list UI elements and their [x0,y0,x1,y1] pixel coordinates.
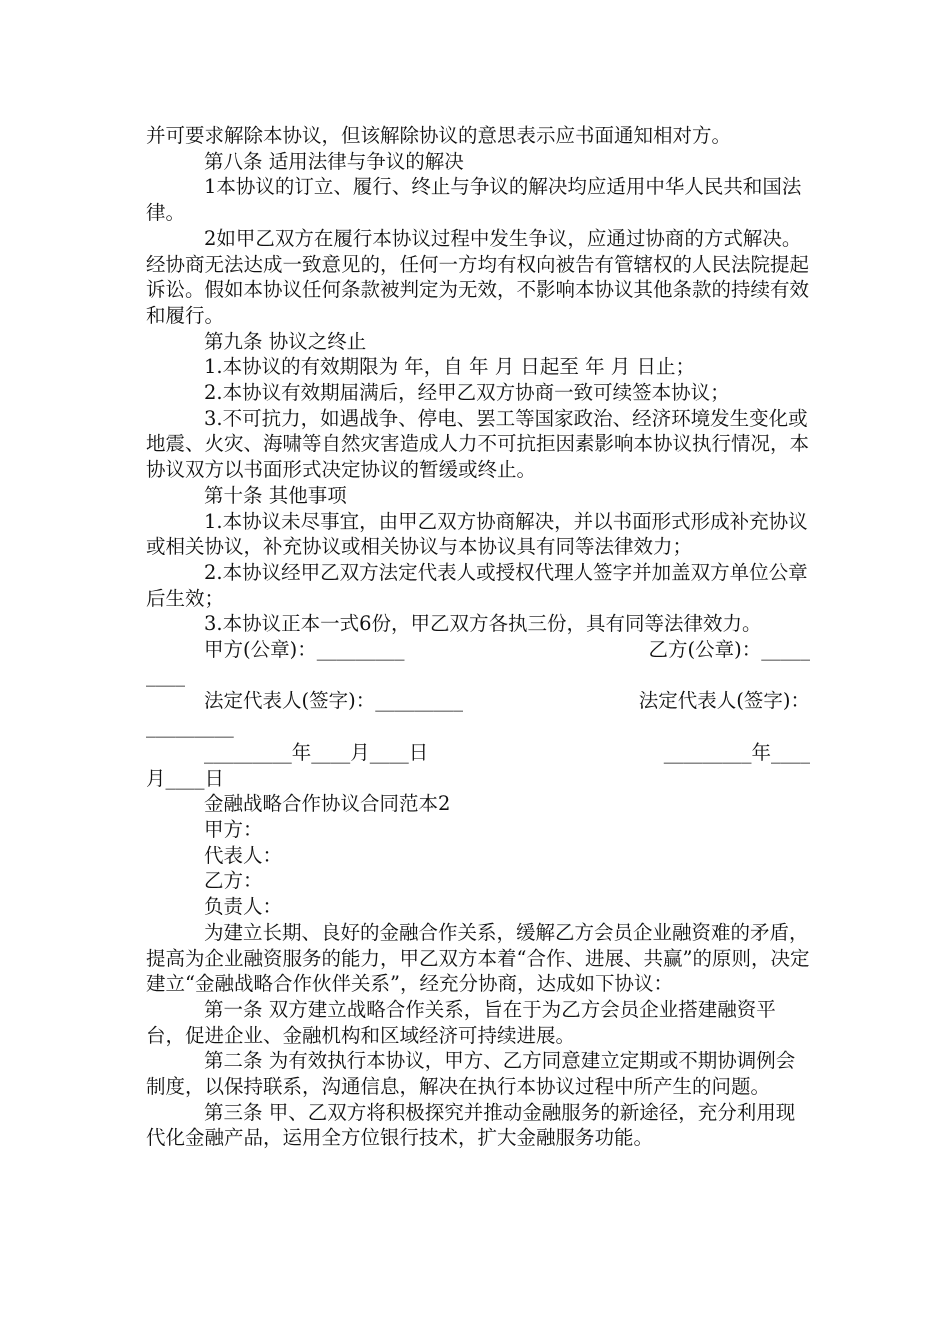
party-b-representative-blank-cont: _________ [146,715,234,739]
body-part1-paragraph: 2.本协议有效期届满后，经甲乙双方协商一致可续签本协议； [204,381,730,405]
body-part1-paragraph: 并可要求解除本协议，但该解除协议的意思表示应书面通知相对方。 [146,124,732,147]
body-part2-paragraph: 第二条 为有效执行本协议，甲方、乙方同意建立定期或不期协调例会制度，以保持联系，沟通信息，解决在执行本协议过程中所产生的问题。 [146,1049,796,1099]
body-part2-paragraph: 代表人： [204,843,283,867]
body-part2-paragraph: 甲方： [204,817,263,841]
document-page [146,123,810,1151]
party-b-seal-label: 乙方(公章)：_____ [648,638,810,662]
party-b-representative-label: 法定代表人(签字)： [638,689,810,713]
party-b-date: _________年____ [663,740,810,764]
party-b-seal-blank-cont: ____ [146,663,185,687]
body-part1-paragraph: 第十条 其他事项 [204,483,347,507]
body-part1-paragraph: 1本协议的订立、履行、终止与争议的解决均应适用中华人民共和国法律。 [146,175,802,225]
body-part1-paragraph: 3.本协议正本一式6份，甲乙双方各执三份，具有同等法律效力。 [204,612,762,636]
body-part1-paragraph: 第九条 协议之终止 [204,329,367,353]
body-part1-paragraph: 1.本协议未尽事宜，由甲乙双方协商解决，并以书面形式形成补充协议或相关协议，补充协议或相关协议与本协议具有同等法律效力； [146,509,808,559]
body-part2-paragraph: 负责人： [204,895,283,919]
body-part1-paragraph: 2.本协议经甲乙双方法定代表人或授权代理人签字并加盖双方单位公章后生效； [146,560,808,610]
body-part2-paragraph: 为建立长期、良好的金融合作关系，缓解乙方会员企业融资难的矛盾，提高为企业融资服务的能力，甲乙双方本着“合作、进展、共赢”的原则，决定建立“金融战略合作伙伴关系”，经充分协商，达成如下协议： [146,920,810,996]
body-part1-paragraph: 第八条 适用法律与争议的解决 [204,149,464,173]
signature-row-seal [146,637,810,663]
signature-block [146,637,810,791]
body-part1-paragraph: 3.不可抗力，如遇战争、停电、罢工等国家政治、经济环境发生变化或地震、火灾、海啸等自然灾害造成人力不可抗拒因素影响本协议执行情况，本协议双方以书面形式决定协议的暂缓或终止。 [146,406,810,482]
body-part2-paragraph: 乙方： [204,869,263,893]
party-a-date: _________年____月____日 [204,740,429,764]
party-b-date-cont: 月____日 [146,766,225,790]
body-part2-paragraph: 金融战略合作协议合同范本2 [204,792,451,816]
body-part1-paragraph: 1.本协议的有效期限为 年，自 年 月 日起至 年 月 日止； [204,355,695,379]
body-part2-paragraph: 第一条 双方建立战略合作关系，旨在于为乙方会员企业搭建融资平台，促进企业、金融机构和区域经济可持续进展。 [146,997,776,1047]
document-body-part1 [146,123,810,637]
signature-row-representative [146,688,810,714]
signature-row-date [146,740,810,766]
body-part2-paragraph: 第三条 甲、乙双方将积极探究并推动金融服务的新途径，充分利用现代化金融产品，运用全方位银行技术，扩大金融服务功能。 [146,1100,796,1150]
document-body-part2 [146,791,810,1151]
party-a-seal-label: 甲方(公章)：_________ [204,638,405,662]
party-a-representative-label: 法定代表人(签字)：_________ [204,689,463,713]
body-part1-paragraph: 2如甲乙双方在履行本协议过程中发生争议，应通过协商的方式解决。经协商无法达成一致意见的，任何一方均有权向被告有管辖权的人民法院提起诉讼。假如本协议任何条款被判定为无效，不影响本协议其他条款的持续有效和履行。 [146,226,810,327]
